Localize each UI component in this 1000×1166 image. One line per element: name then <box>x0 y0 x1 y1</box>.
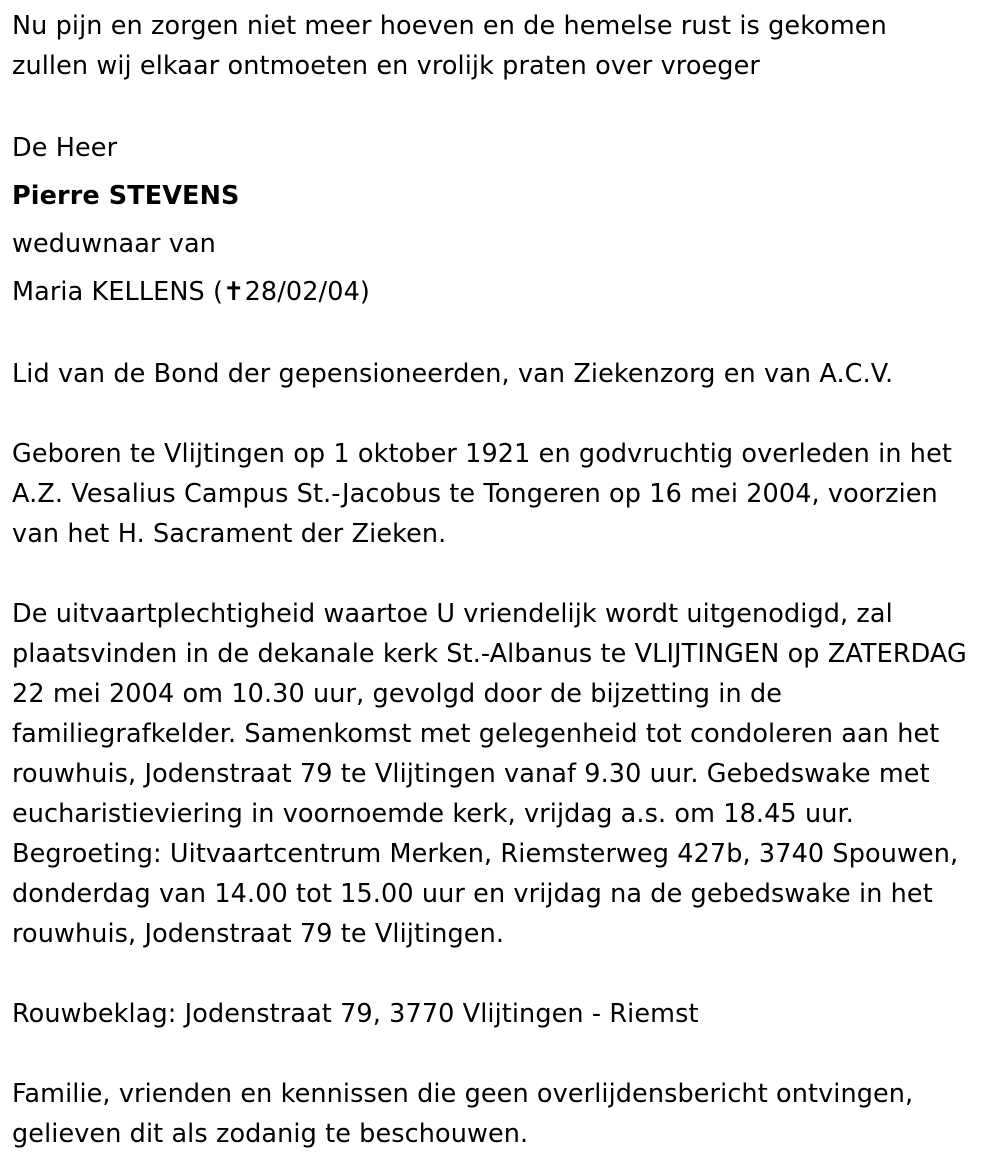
poem-line: Nu pijn en zorgen niet meer hoeven en de hemelse rust is gekomen <box>12 11 887 41</box>
relation-label: weduwnaar van <box>12 229 216 259</box>
deceased-name: Pierre STEVENS <box>12 181 240 211</box>
funeral-line: 22 mei 2004 om 10.30 uur, gevolgd door de bijzetting in de <box>12 679 783 709</box>
closing-line: gelieven dit als zodanig te beschouwen. <box>12 1119 529 1149</box>
deceased-block <box>12 124 988 316</box>
funeral-line: donderdag van 14.00 tot 15.00 uur en vrijdag na de gebedswake in het <box>12 879 933 909</box>
paragraph-spacer <box>12 554 988 594</box>
poem-paragraph <box>12 6 988 86</box>
closing-line: Familie, vrienden en kennissen die geen overlijdensbericht ontvingen, <box>12 1079 914 1109</box>
membership-line: Lid van de Bond der gepensioneerden, van Ziekenzorg en van A.C.V. <box>12 359 894 389</box>
funeral-line: familiegrafkelder. Samenkomst met gelegenheid tot condoleren aan het <box>12 719 940 749</box>
spouse-name: Maria KELLENS (✝28/02/04) <box>12 277 370 307</box>
closing-paragraph <box>12 1074 988 1154</box>
condolence-paragraph <box>12 994 988 1034</box>
funeral-line: eucharistieviering in voornoemde kerk, vrijdag a.s. om 18.45 uur. <box>12 799 854 829</box>
funeral-paragraph <box>12 594 988 954</box>
poem-line: zullen wij elkaar ontmoeten en vrolijk praten over vroeger <box>12 51 760 81</box>
birth-death-line: Geboren te Vlijtingen op 1 oktober 1921 en godvruchtig overleden in het <box>12 439 952 469</box>
honorific: De Heer <box>12 133 118 163</box>
funeral-line: De uitvaartplechtigheid waartoe U vriendelijk wordt uitgenodigd, zal <box>12 599 893 629</box>
birth-death-paragraph <box>12 434 988 554</box>
funeral-line: rouwhuis, Jodenstraat 79 te Vlijtingen. <box>12 919 505 949</box>
paragraph-spacer <box>12 394 988 434</box>
paragraph-spacer <box>12 86 988 126</box>
condolence-address: Rouwbeklag: Jodenstraat 79, 3770 Vlijtingen - Riemst <box>12 999 699 1029</box>
paragraph-spacer <box>12 954 988 994</box>
funeral-line: plaatsvinden in de dekanale kerk St.-Albanus te VLIJTINGEN op ZATERDAG <box>12 639 967 669</box>
paragraph-spacer <box>12 314 988 354</box>
membership-paragraph <box>12 354 988 394</box>
birth-death-line: van het H. Sacrament der Zieken. <box>12 519 447 549</box>
funeral-line: rouwhuis, Jodenstraat 79 te Vlijtingen vanaf 9.30 uur. Gebedswake met <box>12 759 930 789</box>
funeral-line: Begroeting: Uitvaartcentrum Merken, Riemsterweg 427b, 3740 Spouwen, <box>12 839 959 869</box>
birth-death-line: A.Z. Vesalius Campus St.-Jacobus te Tongeren op 16 mei 2004, voorzien <box>12 479 938 509</box>
paragraph-spacer <box>12 1034 988 1074</box>
